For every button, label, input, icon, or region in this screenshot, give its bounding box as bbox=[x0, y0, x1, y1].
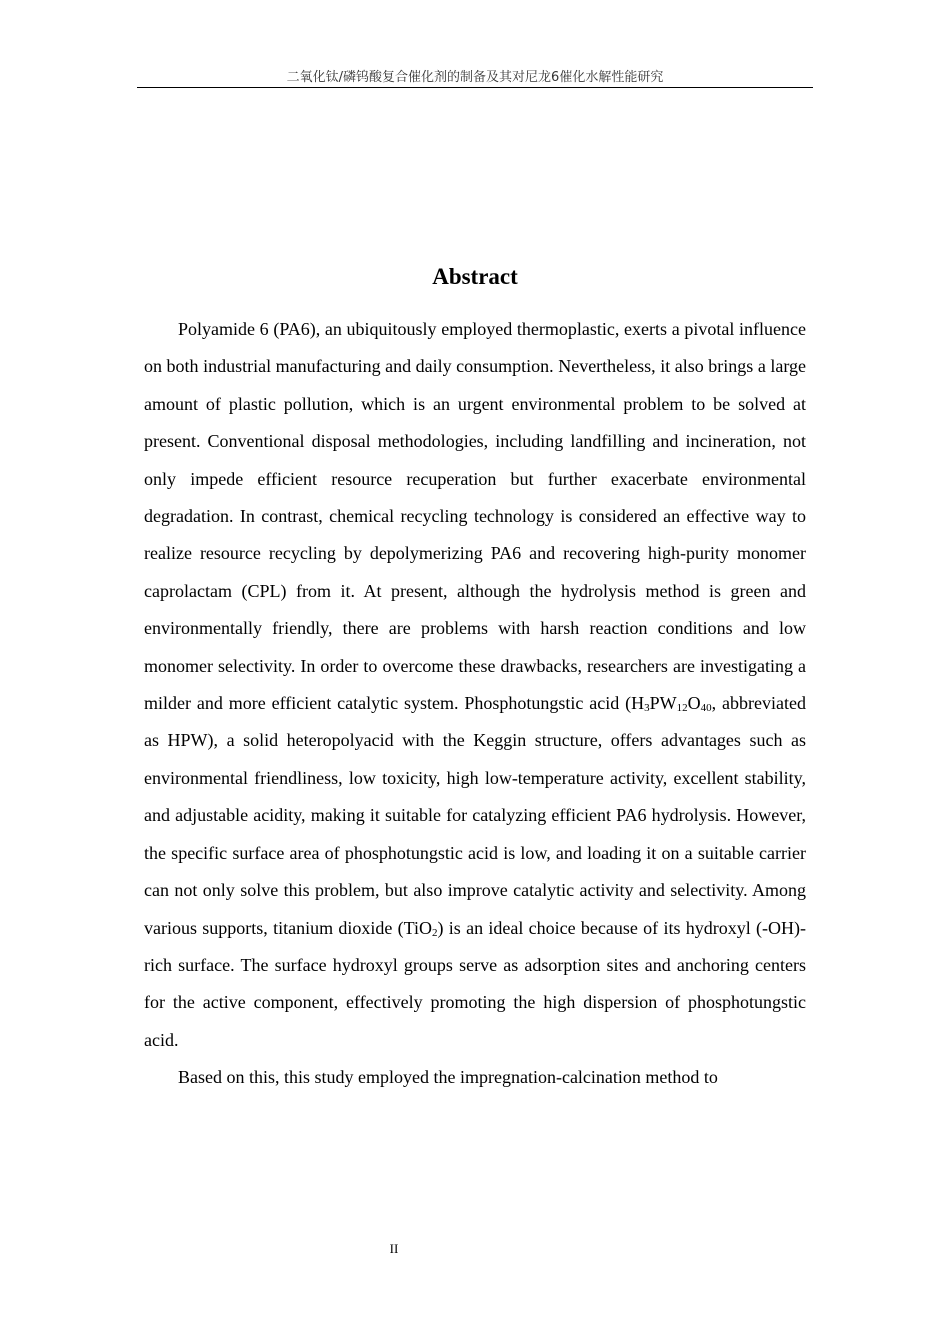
abstract-paragraph-2: Based on this, this study employed the impregnation-calcination method to bbox=[178, 1067, 718, 1088]
page-number: II bbox=[389, 1241, 399, 1256]
header-rule bbox=[137, 87, 813, 88]
formula-o: O bbox=[687, 693, 701, 714]
formula-h-subscript: 3 bbox=[644, 702, 650, 715]
tio2-subscript: 2 bbox=[432, 926, 438, 939]
paragraph-1-text-c: ) is an ideal choice because of its hydroxyl (-OH)-rich surface. The surface hydroxyl groups serve as adsorption sites and anchoring centers for the active component, effectively promoting the high dispersion of phosphotungstic acid. bbox=[144, 917, 806, 1050]
formula-pw: PW bbox=[649, 693, 677, 714]
running-header: 二氧化钛/磷钨酸复合催化剂的制备及其对尼龙6催化水解性能研究 bbox=[286, 70, 664, 85]
abstract-title: Abstract bbox=[432, 264, 518, 289]
tio2-main: TiO bbox=[403, 917, 433, 938]
paragraph-1-text-b: , abbreviated as HPW), a solid heteropolyacid with the Keggin structure, offers advantages such as environmental friendliness, low toxicity, high low-temperature activity, excellent stability, and adjustable acidity, making it suitable for catalyzing efficient PA6 hydrolysis. However, the specific surface area of phosphotungstic acid is low, and loading it on a suitable carrier can not only solve this problem, but also improve catalytic activity and selectivity. Among various supports, titanium dioxide ( bbox=[144, 693, 806, 938]
formula-pw-subscript: 12 bbox=[676, 702, 688, 715]
tio2-formula bbox=[404, 918, 438, 938]
abstract-body bbox=[144, 311, 806, 1097]
paragraph-1-text-a: Polyamide 6 (PA6), an ubiquitously employed thermoplastic, exerts a pivotal influence on both industrial manufacturing and daily consumption. Nevertheless, it also brings a large amount of plastic pollution, which is an urgent environmental problem to be solved at present. Conventional disposal methodologies, including landfilling and incineration, not only impede efficient resource recuperation but further exacerbate environmental degradation. In contrast, chemical recycling technology is considered an effective way to realize resource recycling by depolymerizing PA6 and recovering high-purity monomer caprolactam (CPL) from it. At present, although the hydrolysis method is green and environmentally friendly, there are problems with harsh reaction conditions and low monomer selectivity. In order to overcome these drawbacks, researchers are investigating a milder and more efficient catalytic system. Phosphotungstic acid ( bbox=[144, 319, 806, 714]
abstract-paragraph-1 bbox=[144, 311, 806, 1059]
formula-h: H bbox=[631, 693, 645, 714]
hpw-formula bbox=[631, 693, 712, 713]
formula-o-subscript: 40 bbox=[700, 702, 712, 715]
